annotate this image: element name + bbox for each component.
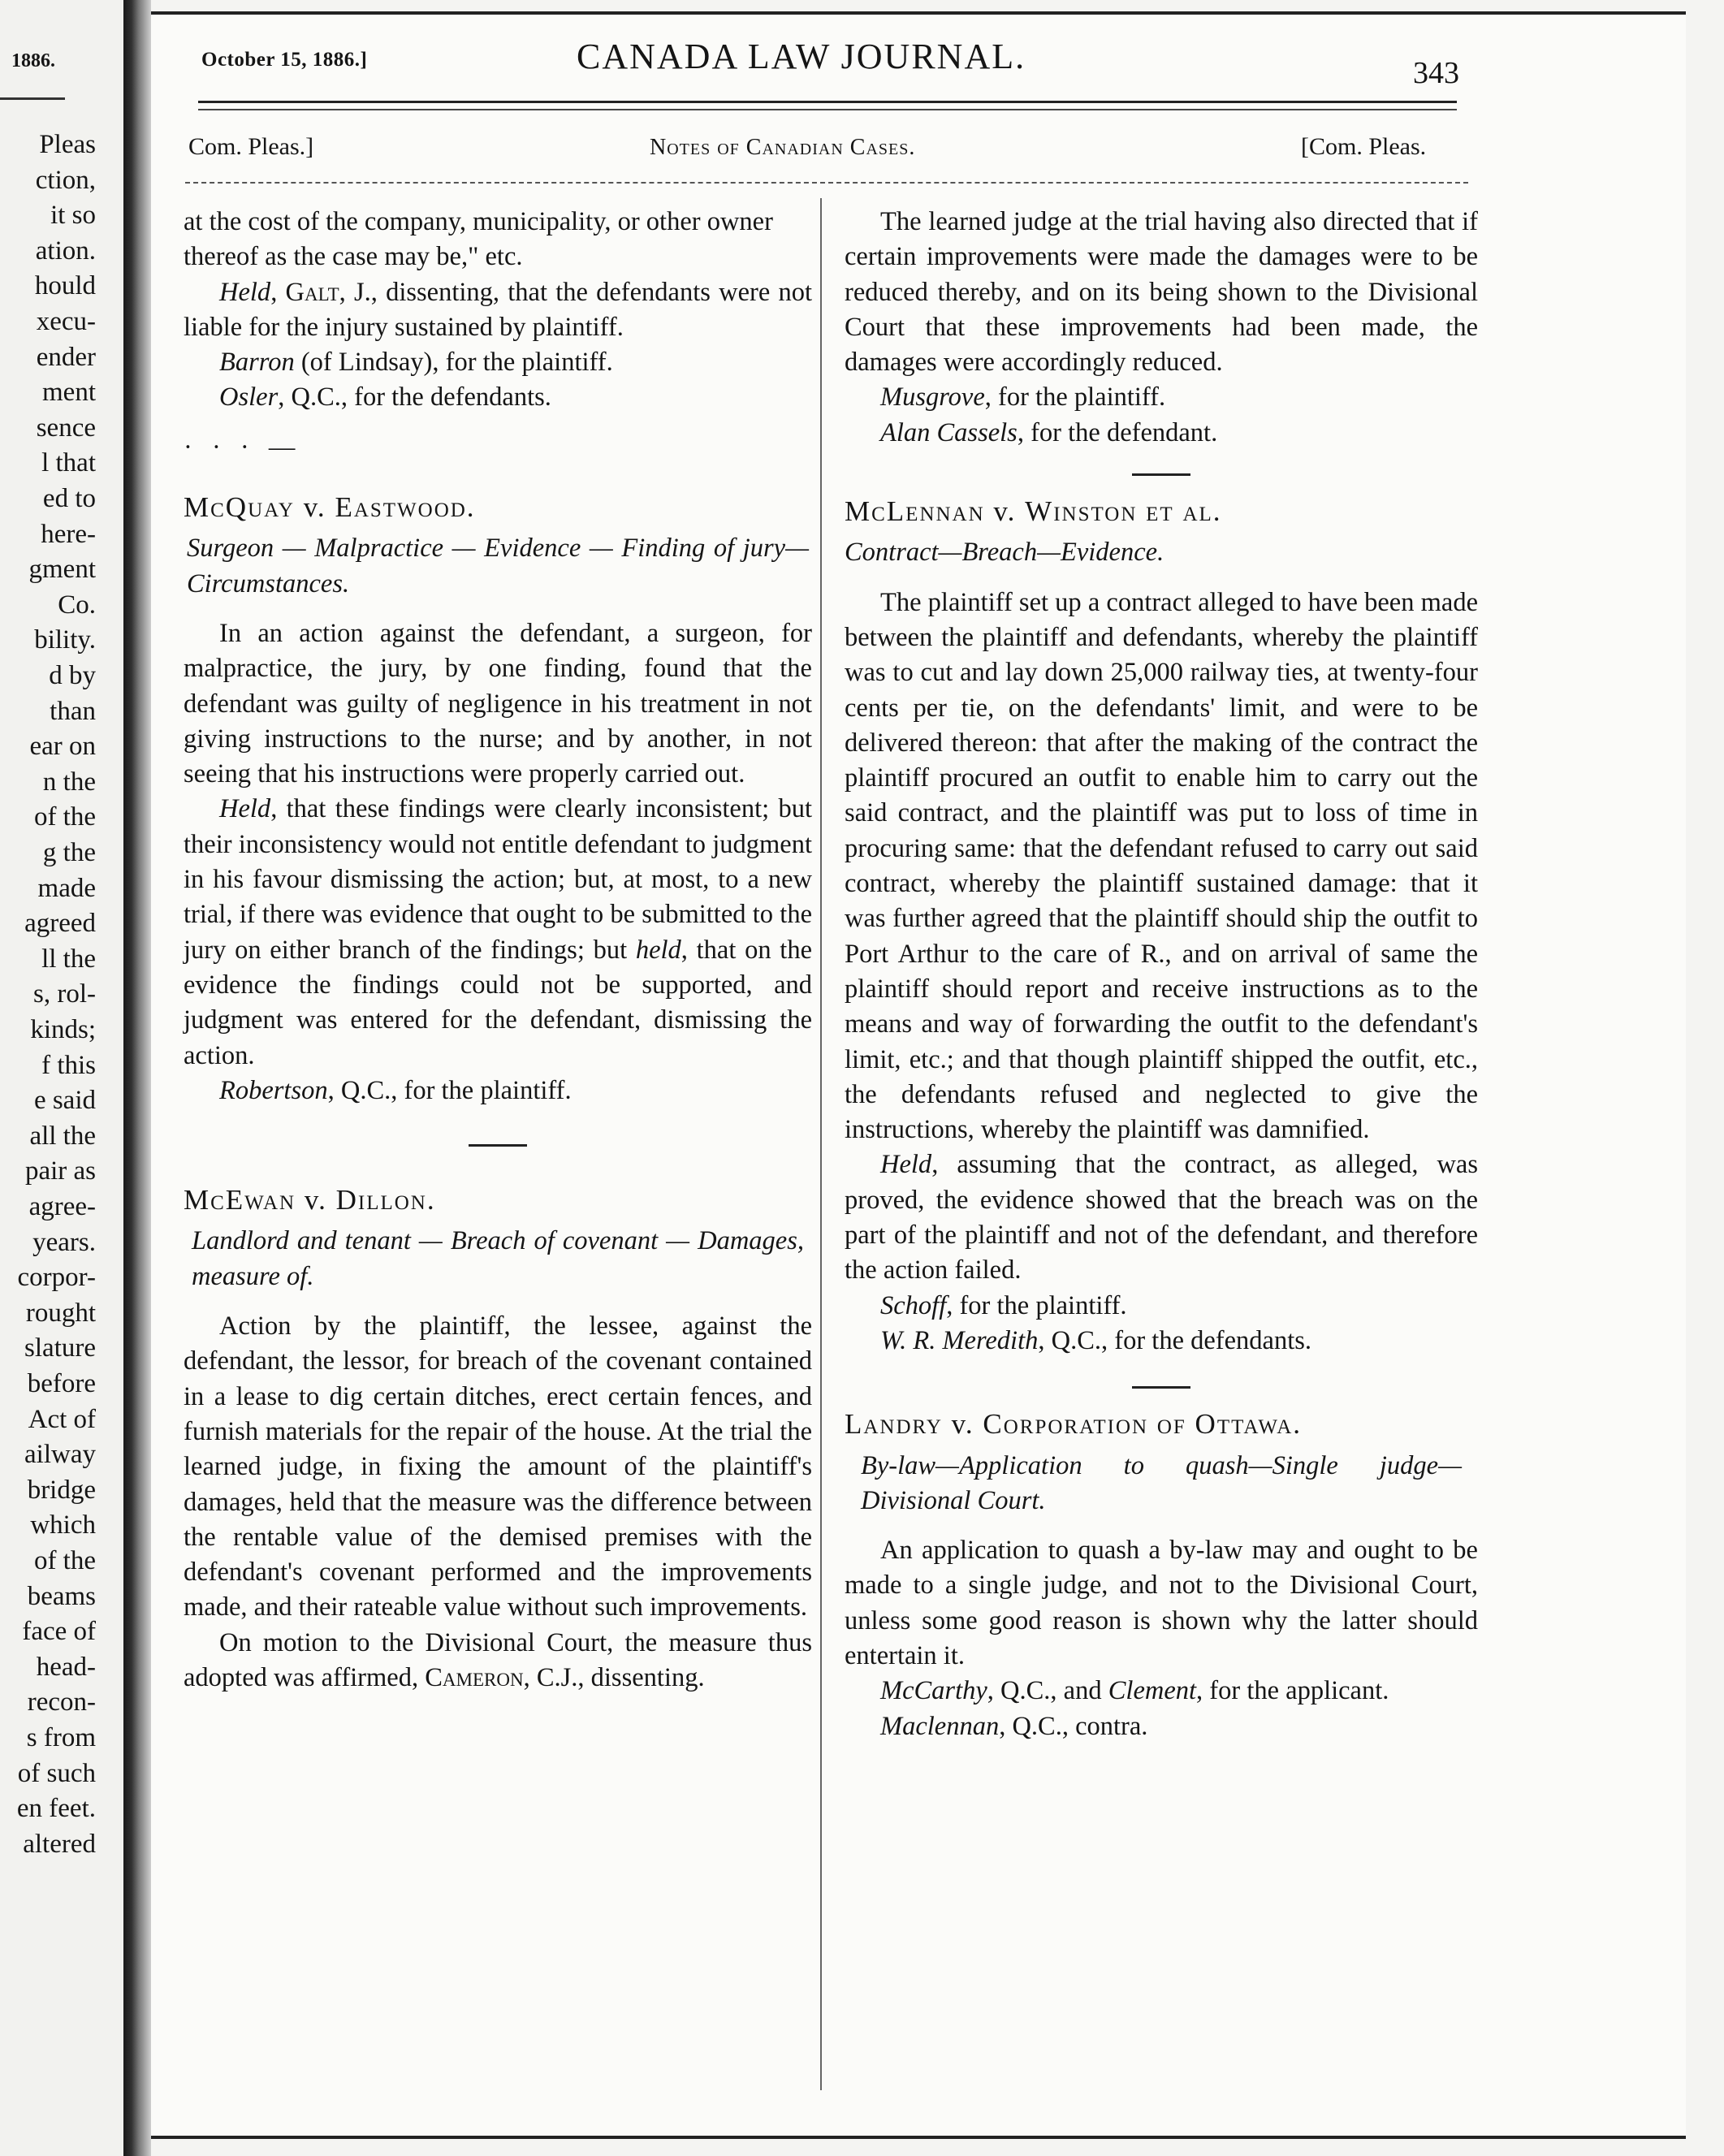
case-title: McQuay v. Eastwood. (184, 491, 476, 524)
case-headnote: By-law—Application to quash—Single judge—Divisional Court. (861, 1450, 1462, 1515)
counsel-name: Robertson (219, 1075, 328, 1105)
counsel-role: , for the plaintiff. (946, 1290, 1127, 1320)
case-title: McLennan v. Winston et al. (845, 495, 1222, 528)
case-paragraph: On motion to the Divisional Court, the measure thus adopted was affirmed, Cameron, C.J., dissenting. (184, 1627, 812, 1692)
section-rule (185, 182, 1468, 184)
counsel-line (184, 380, 812, 415)
running-date: October 15, 1886.] (201, 49, 368, 71)
facing-page-fragment: xecu- (36, 307, 96, 336)
facing-page-fragment: ailway (24, 1440, 96, 1470)
facing-page-fragment: made (37, 873, 96, 903)
counsel-line (184, 1074, 812, 1108)
facing-page-fragment: e said (33, 1086, 96, 1116)
facing-page-fragment: ment (42, 378, 96, 408)
case-separator (469, 1144, 527, 1147)
counsel-role: , for the defendant. (1017, 417, 1218, 447)
section-title: Notes of Canadian Cases. (650, 135, 916, 160)
counsel-role: , for the applicant. (1196, 1676, 1389, 1706)
counsel-name: McCarthy (880, 1676, 987, 1706)
facing-page-fragment: ll the (41, 944, 96, 974)
page-number: 343 (1413, 56, 1459, 90)
counsel-role: (of Lindsay), for the plaintiff. (294, 348, 613, 378)
facing-page-fragment: than (50, 696, 96, 726)
held-paragraph: Held, assuming that the contract, as alleged, was proved, the evidence showed that the breach was on the part of the plaintiff and not of the defendant, and therefore the action failed. (845, 1150, 1478, 1285)
held-paragraph: Held, that these findings were clearly inconsistent; but their inconsistency would not entitle defendant to judgment in his favour dismissing the action; but, at most, to a new trial, if there was evidence that ought to be submitted to the jury on either branch of the findings; but held, that on the evidence the findings could not be supported, and judgment was entered for the defendant, dismissing the action. (184, 794, 812, 1070)
case-separator (1132, 473, 1190, 476)
counsel-name: Clement (1108, 1676, 1197, 1706)
facing-page-fragment: years. (32, 1227, 96, 1257)
facing-page-rule (0, 97, 65, 100)
counsel-name: Osler (219, 382, 279, 413)
facing-page-fragment: altered (23, 1829, 96, 1859)
column-divider (820, 198, 822, 2090)
counsel-name: Barron (219, 348, 295, 378)
facing-page-fragment: en feet. (16, 1794, 96, 1824)
counsel-line (184, 345, 812, 380)
facing-page-fragment: hould (34, 271, 96, 301)
facing-page-fragment: ed to (42, 484, 96, 513)
counsel-name: Musgrove (880, 382, 985, 413)
case-headnote: Surgeon — Malpractice — Evidence — Finding of jury—Circumstances. (187, 534, 809, 598)
case-separator (1132, 1386, 1190, 1389)
facing-page-strip (0, 0, 136, 2156)
facing-page-fragment: beams (27, 1581, 96, 1611)
facing-page-number: 1886. (11, 50, 55, 71)
facing-page-fragment: f this (41, 1050, 96, 1080)
case-headnote: Landlord and tenant — Breach of covenant — Damages, measure of. (192, 1226, 804, 1291)
held-label: Held (880, 1150, 932, 1180)
facing-page-fragment: face of (22, 1617, 96, 1647)
counsel-line (845, 1289, 1478, 1324)
page-top-border (151, 11, 1686, 15)
case-paragraph: The plaintiff set up a contract alleged to have been made between the plaintiff and defendants, whereby the plaintiff was to cut and lay down 25,000 railway ties, at twenty-four cents per tie, on the defendants' limit, and were to be delivered thereon: that after the making of the contract the plaintiff procured an outfit to enable him to carry out the said contract, and the plaintiff was put to loss of time in procuring same: that the defendant refused to carry out said contract, whereby the plaintiff sustained damage: that it was further agreed that the plaintiff should ship the outfit to Port Arthur to the care of R., and on arrival of same the plaintiff should report and receive instructions as to the means and way of forwarding the outfit to the defendant's limit, etc.; and that though plaintiff shipped the outfit, etc., the defendants refused and neglected to give the instructions, whereby the plaintiff was damnified. (845, 587, 1478, 1145)
facing-page-fragment: n the (42, 767, 96, 797)
facing-page-fragment: ender (36, 342, 96, 372)
facing-page-fragment: g the (42, 838, 96, 867)
facing-page-fragment: before (27, 1369, 96, 1398)
counsel-name: W. R. Meredith (880, 1325, 1039, 1355)
case-headnote: Contract—Breach—Evidence. (845, 538, 1164, 568)
counsel-name: Maclennan (880, 1711, 1000, 1741)
book-gutter (123, 0, 151, 2156)
facing-page-fragment: ear on (29, 732, 96, 762)
case-paragraph: Action by the plaintiff, the lessee, against the defendant, the lessor, for breach of the covenant contained in a lease to dig certain ditches, erect certain fences, and furnish materials for the repair of the house. At the trial the learned judge, in fixing the amount of the plaintiff's damages, held that the measure was the difference between the rentable value of the demised premises with the defendant's covenant performed and the improvements made, and their rateable value without such improvements. (184, 1311, 812, 1622)
held-label: Held (219, 794, 271, 824)
continued-paragraph: at the cost of the company, municipality, or other owner thereof as the case may be," etc. (184, 207, 773, 272)
facing-page-fragment: agreed (24, 909, 96, 939)
counsel-name: Schoff (880, 1290, 947, 1320)
counsel-line (845, 1709, 1478, 1744)
facing-page-fragment: here- (41, 519, 96, 549)
page-bottom-border (151, 2136, 1686, 2139)
counsel-line: McCarthy, Q.C., and Clement, for the applicant. (880, 1676, 1389, 1706)
facing-page-fragment: all the (29, 1121, 96, 1151)
case-paragraph: An application to quash a by-law may and ought to be made to a single judge, and not to the Divisional Court, unless some good reason is shown why the latter should entertain it. (845, 1536, 1478, 1670)
judge-name: Cameron (425, 1662, 524, 1692)
header-rule-thin (198, 109, 1457, 110)
facing-page-fragment: it so (50, 201, 96, 231)
facing-page-fragment: ation. (35, 235, 96, 266)
header-rule (198, 101, 1457, 103)
held-label: Held (219, 277, 271, 307)
counsel-role: , Q.C., for the plaintiff. (327, 1075, 572, 1105)
section-label-right: [Com. Pleas. (1301, 133, 1427, 160)
counsel-role: , Q.C., for the defendants. (278, 382, 551, 413)
continued-paragraph: The learned judge at the trial having also directed that if certain improvements were made the damages were to be reduced thereby, and on its being shown to the Divisional Court that these improvements had been made, the damages were accordingly reduced. (845, 207, 1478, 378)
facing-page-fragment: which (30, 1510, 96, 1540)
facing-page-fragment: Pleas (39, 130, 96, 159)
case-title: Landry v. Corporation of Ottawa. (845, 1408, 1303, 1441)
held-paragraph: Held, Galt, J., dissenting, that the defendants were not liable for the injury sustained by plaintiff. (184, 277, 813, 342)
case-title: McEwan v. Dillon. (184, 1184, 436, 1216)
counsel-line (845, 416, 1478, 451)
left-column (184, 205, 812, 1696)
facing-page-fragment: s from (26, 1723, 96, 1752)
held-text: , J., dissenting, that the defendants were not liable for the injury sustained by plaintiff. (184, 277, 813, 342)
facing-page-fragment: l that (41, 448, 96, 478)
journal-title: CANADA LAW JOURNAL. (577, 37, 1026, 76)
facing-page-fragment: sence (36, 413, 96, 443)
facing-page-fragment: kinds; (30, 1015, 96, 1044)
case-paragraph: In an action against the defendant, a surgeon, for malpractice, the jury, by one finding, found that the defendant was guilty of negligence in his treatment in not giving instructions to the nurse; and by another, in not seeing that his instructions were properly carried out. (184, 618, 812, 789)
held-label: held (635, 935, 681, 965)
counsel-line (845, 1324, 1478, 1359)
facing-page-fragment: rought (25, 1298, 96, 1328)
facing-page-fragment: ction, (35, 165, 96, 195)
right-column (845, 205, 1478, 1744)
facing-page-fragment: pair as (24, 1156, 96, 1186)
judge-name: Galt (285, 277, 339, 307)
facing-page-fragment: bridge (27, 1475, 96, 1505)
facing-page-fragment: head- (36, 1652, 96, 1682)
facing-page-fragment: bility. (34, 625, 96, 655)
facing-page-fragment: of the (33, 1546, 96, 1575)
facing-page-fragment: corpor- (17, 1263, 96, 1293)
counsel-line (845, 380, 1478, 415)
facing-page-fragment: gment (28, 555, 96, 585)
facing-page-fragment: d by (49, 661, 96, 690)
facing-page-fragment: recon- (27, 1687, 96, 1717)
facing-page-fragment: agree- (28, 1192, 96, 1221)
counsel-role: , Q.C., for the defendants. (1038, 1325, 1312, 1355)
facing-page-fragment: slature (24, 1333, 96, 1363)
counsel-name: Alan Cassels (880, 417, 1018, 447)
separator-dots: · · · — (184, 432, 302, 462)
facing-page-fragment: Act of (28, 1404, 96, 1434)
section-label-left: Com. Pleas.] (188, 133, 314, 160)
counsel-role: , Q.C., contra. (999, 1711, 1148, 1741)
counsel-role: , for the plaintiff. (984, 382, 1166, 413)
facing-page-fragment: Co. (58, 590, 96, 620)
facing-page-fragment: of such (17, 1758, 96, 1788)
facing-page-fragment: s, rol- (33, 979, 96, 1009)
facing-page-fragment: of the (33, 802, 96, 832)
